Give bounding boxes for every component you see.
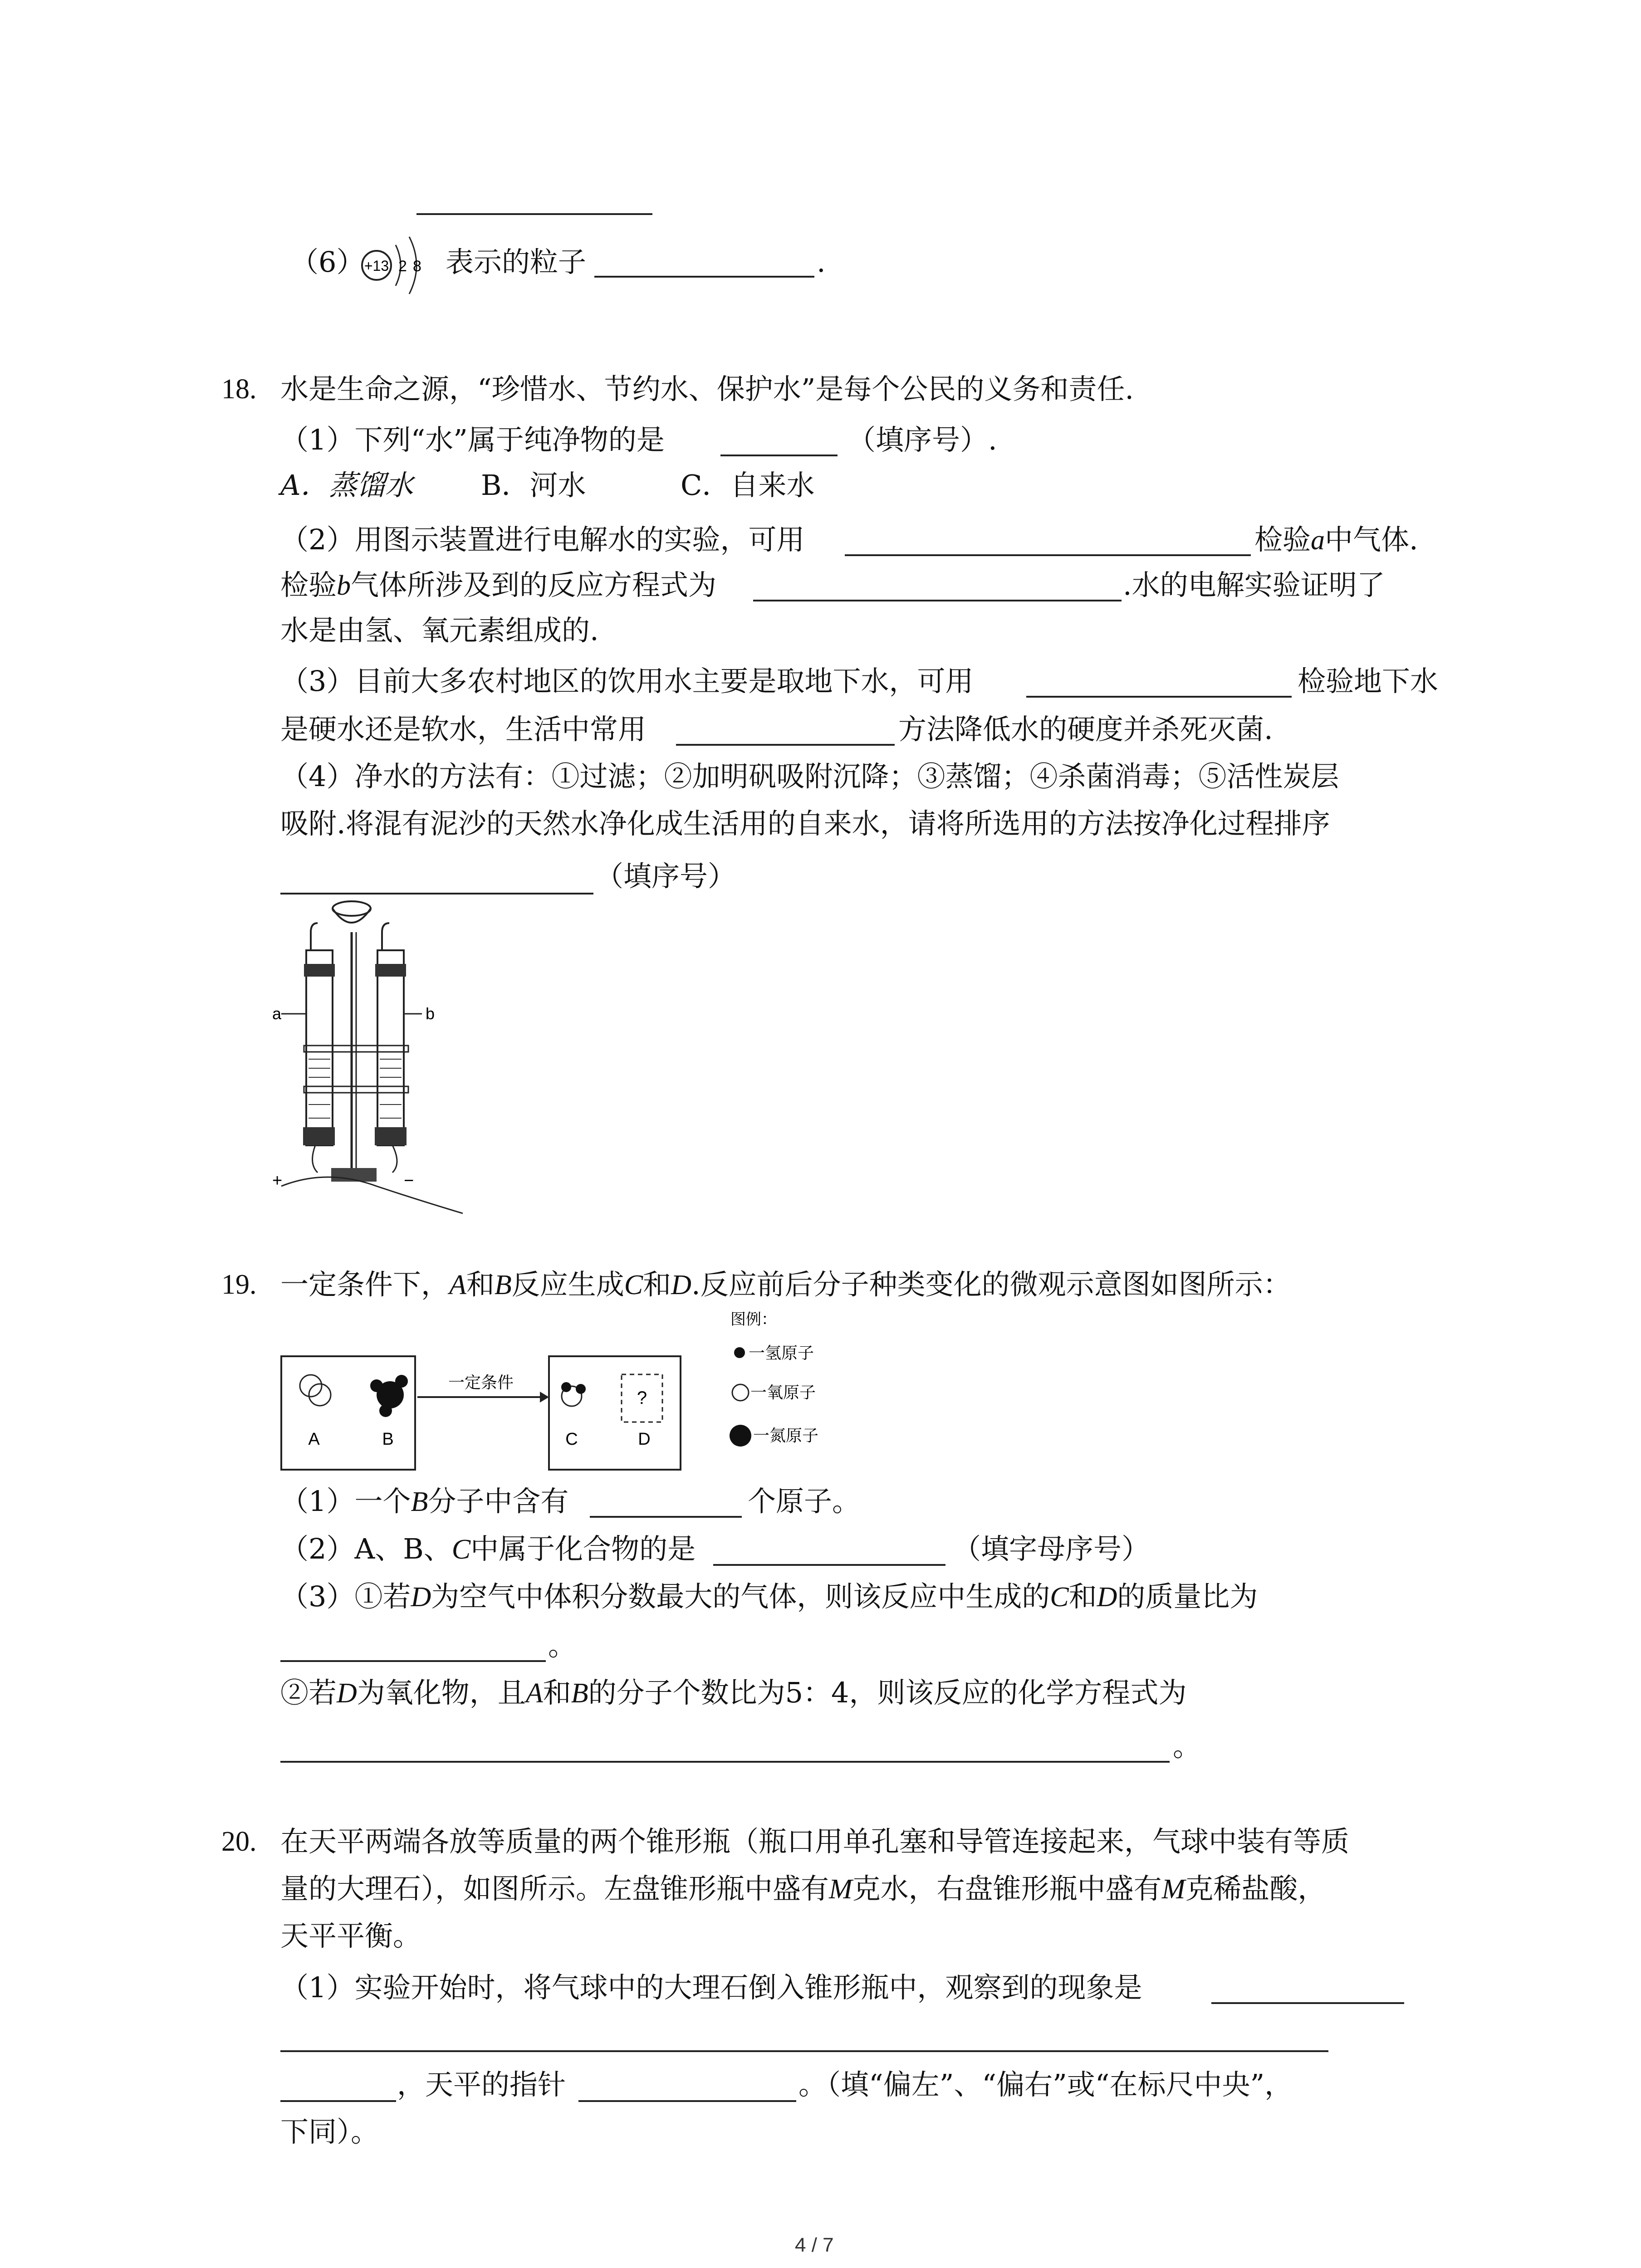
question-text: 个原子。: [748, 1485, 861, 1518]
question-text: 方法降低水的硬度并杀死灭菌.: [898, 713, 1273, 746]
question-text: 是硬水还是软水，生活中常用: [280, 713, 647, 746]
reaction-condition: 一定条件: [448, 1374, 514, 1392]
question-text: （填序号）.: [847, 423, 997, 456]
question-text: 表示的粒子: [446, 245, 587, 279]
answer-blank[interactable]: [280, 1761, 1170, 1763]
answer-blank[interactable]: [594, 276, 814, 278]
page-number: 4 / 7: [795, 2234, 834, 2256]
answer-blank[interactable]: [845, 554, 1251, 556]
question-text: （3）①若D为空气中体积分数最大的气体，则该反应中生成的C和D的质量比为: [280, 1580, 1258, 1613]
answer-blank[interactable]: [416, 213, 652, 215]
answer-blank[interactable]: [280, 1660, 546, 1662]
period: .: [817, 245, 826, 279]
unknown-molecule: ?: [637, 1388, 647, 1408]
question-text: ②若D为氧化物，且A和B的分子个数比为5：4，则该反应的化学方程式为: [280, 1676, 1187, 1709]
answer-blank[interactable]: [280, 2100, 396, 2102]
answer-blank[interactable]: [713, 1564, 945, 1566]
tube-a-label: a: [272, 1004, 282, 1023]
box-label-a: A: [308, 1430, 320, 1449]
question-text: （2）用图示装置进行电解水的实验，可用: [280, 523, 805, 556]
question-text: （填字母序号）: [953, 1532, 1150, 1565]
question-text: （2）A、B、C中属于化合物的是: [280, 1532, 696, 1565]
question-text: ，天平的指针: [397, 2068, 566, 2101]
option-a: A．蒸馏水: [280, 469, 413, 502]
answer-blank[interactable]: [720, 455, 838, 456]
question-text: 检验a中气体.: [1254, 523, 1418, 556]
legend-nitrogen: 一氮原子: [753, 1427, 819, 1445]
negative-terminal: −: [404, 1171, 414, 1190]
question-text: （1）实验开始时，将气球中的大理石倒入锥形瓶中，观察到的现象是: [280, 1971, 1142, 2004]
question-text: （4）净水的方法有：①过滤；②加明矾吸附沉降；③蒸馏；④杀菌消毒；⑤活性炭层: [280, 760, 1339, 793]
electron-count-shell2: 8: [413, 258, 421, 275]
question-text: （1）下列“水”属于纯净物的是: [280, 423, 665, 456]
electrolysis-apparatus-figure: [272, 896, 467, 1213]
option-c: C．自来水: [681, 469, 815, 502]
question-number: 19.: [221, 1269, 257, 1300]
period: 。: [1173, 1730, 1201, 1763]
answer-blank[interactable]: [280, 893, 593, 894]
answer-blank[interactable]: [676, 744, 895, 746]
answer-blank[interactable]: [578, 2100, 796, 2102]
question-text: 水是由氢、氧元素组成的.: [280, 614, 599, 647]
legend-hydrogen: 一氢原子: [749, 1344, 814, 1363]
answer-blank[interactable]: [1026, 696, 1292, 698]
option-b: B．河水: [481, 469, 586, 502]
answer-blank[interactable]: [280, 2050, 1328, 2052]
question-stem: 量的大理石），如图所示。左盘锥形瓶中盛有M克水，右盘锥形瓶中盛有M克稀盐酸，: [280, 1872, 1326, 1905]
tube-b-label: b: [426, 1004, 435, 1023]
atom-structure-diagram: [358, 231, 445, 318]
electron-count-shell1: 2: [398, 258, 407, 275]
question-text: 下同）。: [280, 2115, 379, 2148]
legend-title: 图例：: [730, 1310, 777, 1329]
legend-oxygen: 一氧原子: [750, 1383, 816, 1402]
answer-blank[interactable]: [753, 600, 1122, 601]
period: 。: [548, 1629, 577, 1662]
question-text: 检验b气体所涉及到的反应方程式为: [280, 568, 717, 601]
question-text: 吸附.将混有泥沙的天然水净化成生活用的自来水，请将所选用的方法按净化过程排序: [280, 807, 1330, 840]
question-stem: 一定条件下，A和B反应生成C和D.反应前后分子种类变化的微观示意图如图所示：: [280, 1268, 1291, 1301]
answer-blank[interactable]: [1211, 2002, 1404, 2004]
answer-blank[interactable]: [590, 1516, 742, 1518]
question-number: 18.: [221, 374, 257, 405]
nucleus-charge: +13: [364, 258, 389, 274]
box-label-d: D: [638, 1430, 651, 1449]
question-text: 。（填“偏左”、“偏右”或“在标尺中央”，: [798, 2068, 1293, 2101]
reaction-microscopic-diagram: [281, 1306, 898, 1479]
sub-question-label: （6）: [290, 245, 365, 279]
question-text: （3）目前大多农村地区的饮用水主要是取地下水，可用: [280, 665, 974, 698]
question-text: （1）一个B分子中含有: [280, 1485, 569, 1518]
question-text: （填序号）: [595, 860, 736, 893]
positive-terminal: +: [272, 1171, 283, 1190]
question-stem: 天平平衡。: [280, 1919, 421, 1952]
box-label-b: B: [382, 1430, 394, 1449]
question-number: 20.: [221, 1826, 257, 1857]
question-stem: 水是生命之源，“珍惜水、节约水、保护水”是每个公民的义务和责任.: [280, 372, 1134, 406]
question-stem: 在天平两端各放等质量的两个锥形瓶（瓶口用单孔塞和导管连接起来，气球中装有等质: [280, 1825, 1350, 1858]
box-label-c: C: [565, 1430, 578, 1449]
question-text: .水的电解实验证明了: [1123, 568, 1385, 601]
question-text: 检验地下水: [1298, 665, 1439, 698]
